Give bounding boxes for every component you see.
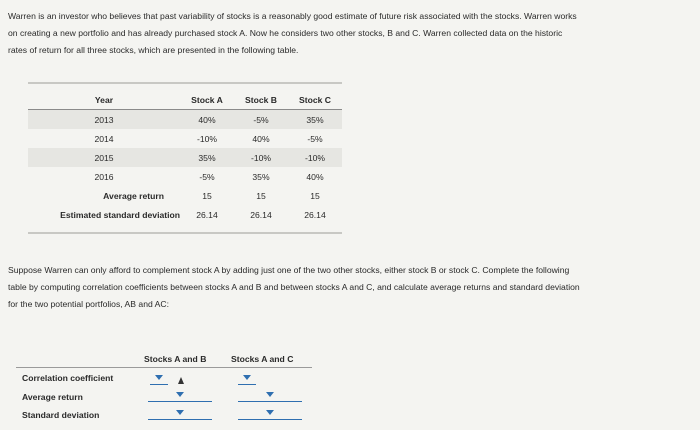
caret-down-icon: [176, 410, 184, 415]
problem-intro: [8, 8, 694, 59]
caret-down-icon: [176, 392, 184, 397]
std-deviation-row: [28, 205, 342, 224]
stock-b-cell: 40%: [252, 133, 270, 144]
table-row: [28, 167, 342, 186]
table-row: [28, 129, 342, 148]
caret-down-icon: [243, 375, 251, 380]
stock-a-cell: -10%: [196, 133, 218, 144]
stock-a-cell: 35%: [180, 148, 234, 167]
std-stock-a: 26.14: [196, 209, 218, 220]
header-stock-c: Stock C: [288, 90, 342, 110]
std-deviation-ac-dropdown[interactable]: [238, 409, 302, 420]
header-stock-b: Stock B: [234, 90, 288, 110]
average-return-ab-dropdown[interactable]: [148, 391, 212, 402]
stock-c-cell: -10%: [288, 148, 342, 167]
avg-stock-b: 15: [256, 190, 266, 201]
stock-c-cell: 35%: [288, 110, 342, 130]
table-row: [28, 148, 342, 167]
question-line-1: Suppose Warren can only afford to complement stock A by adding just one of the two other stocks, either stock B or stock C. Complete the following: [8, 265, 570, 275]
std-deviation-ab-dropdown[interactable]: [148, 409, 212, 420]
question-line-2: table by computing correlation coefficients between stocks A and B and between stocks A and C, and calculate average returns and standard deviation: [8, 282, 580, 292]
average-return-row: [28, 186, 342, 205]
correlation-ab-dropdown[interactable]: [150, 374, 168, 385]
table-row: [28, 110, 342, 130]
table-top-rule: [28, 82, 342, 84]
avg-stock-a: 15: [202, 190, 212, 201]
year-cell: 2013: [28, 110, 180, 130]
std-stock-c: 26.14: [304, 209, 326, 220]
stock-a-cell: -5%: [199, 171, 215, 182]
stock-b-cell: -10%: [234, 148, 288, 167]
stock-c-cell: 40%: [306, 171, 324, 182]
stock-b-cell: -5%: [234, 110, 288, 130]
caret-down-icon: [266, 410, 274, 415]
stock-b-cell: 35%: [252, 171, 270, 182]
std-deviation-label: Estimated standard deviation: [60, 209, 180, 220]
mouse-pointer-icon: [178, 377, 184, 384]
header-stocks-a-and-b: Stocks A and B: [144, 354, 207, 364]
year-cell: 2015: [28, 148, 180, 167]
average-return-ac-dropdown[interactable]: [238, 391, 302, 402]
year-cell: 2016: [94, 171, 114, 182]
caret-down-icon: [155, 375, 163, 380]
header-year: Year: [28, 90, 180, 110]
stock-c-cell: -5%: [307, 133, 323, 144]
question-text: [8, 262, 694, 313]
stock-returns-table-container: [28, 82, 342, 234]
question-line-3: for the two potential portfolios, AB and AC:: [8, 299, 169, 309]
stock-returns-table: [28, 90, 342, 224]
std-stock-b: 26.14: [250, 209, 272, 220]
table-header-row: [28, 90, 342, 110]
stock-a-cell: 40%: [180, 110, 234, 130]
average-return-label: Average return: [103, 190, 164, 201]
average-return-label: Average return: [22, 392, 83, 402]
answer-header-rule: [16, 367, 312, 368]
standard-deviation-label: Standard deviation: [22, 410, 100, 420]
correlation-coefficient-label: Correlation coefficient: [22, 373, 114, 383]
header-stocks-a-and-c: Stocks A and C: [231, 354, 294, 364]
correlation-ac-dropdown[interactable]: [238, 374, 256, 385]
avg-stock-c: 15: [310, 190, 320, 201]
intro-line-2: on creating a new portfolio and has already purchased stock A. Now he considers two other stocks, B and C. Warren collected data on the historic: [8, 28, 563, 38]
header-stock-a: Stock A: [180, 90, 234, 110]
year-cell: 2014: [94, 133, 114, 144]
intro-line-3: rates of return for all three stocks, which are presented in the following table.: [8, 45, 299, 55]
caret-down-icon: [266, 392, 274, 397]
intro-line-1: Warren is an investor who believes that past variability of stocks is a reasonably good estimate of future risk associated with the stocks. Warren works: [8, 11, 577, 21]
table-bottom-rule: [28, 232, 342, 234]
